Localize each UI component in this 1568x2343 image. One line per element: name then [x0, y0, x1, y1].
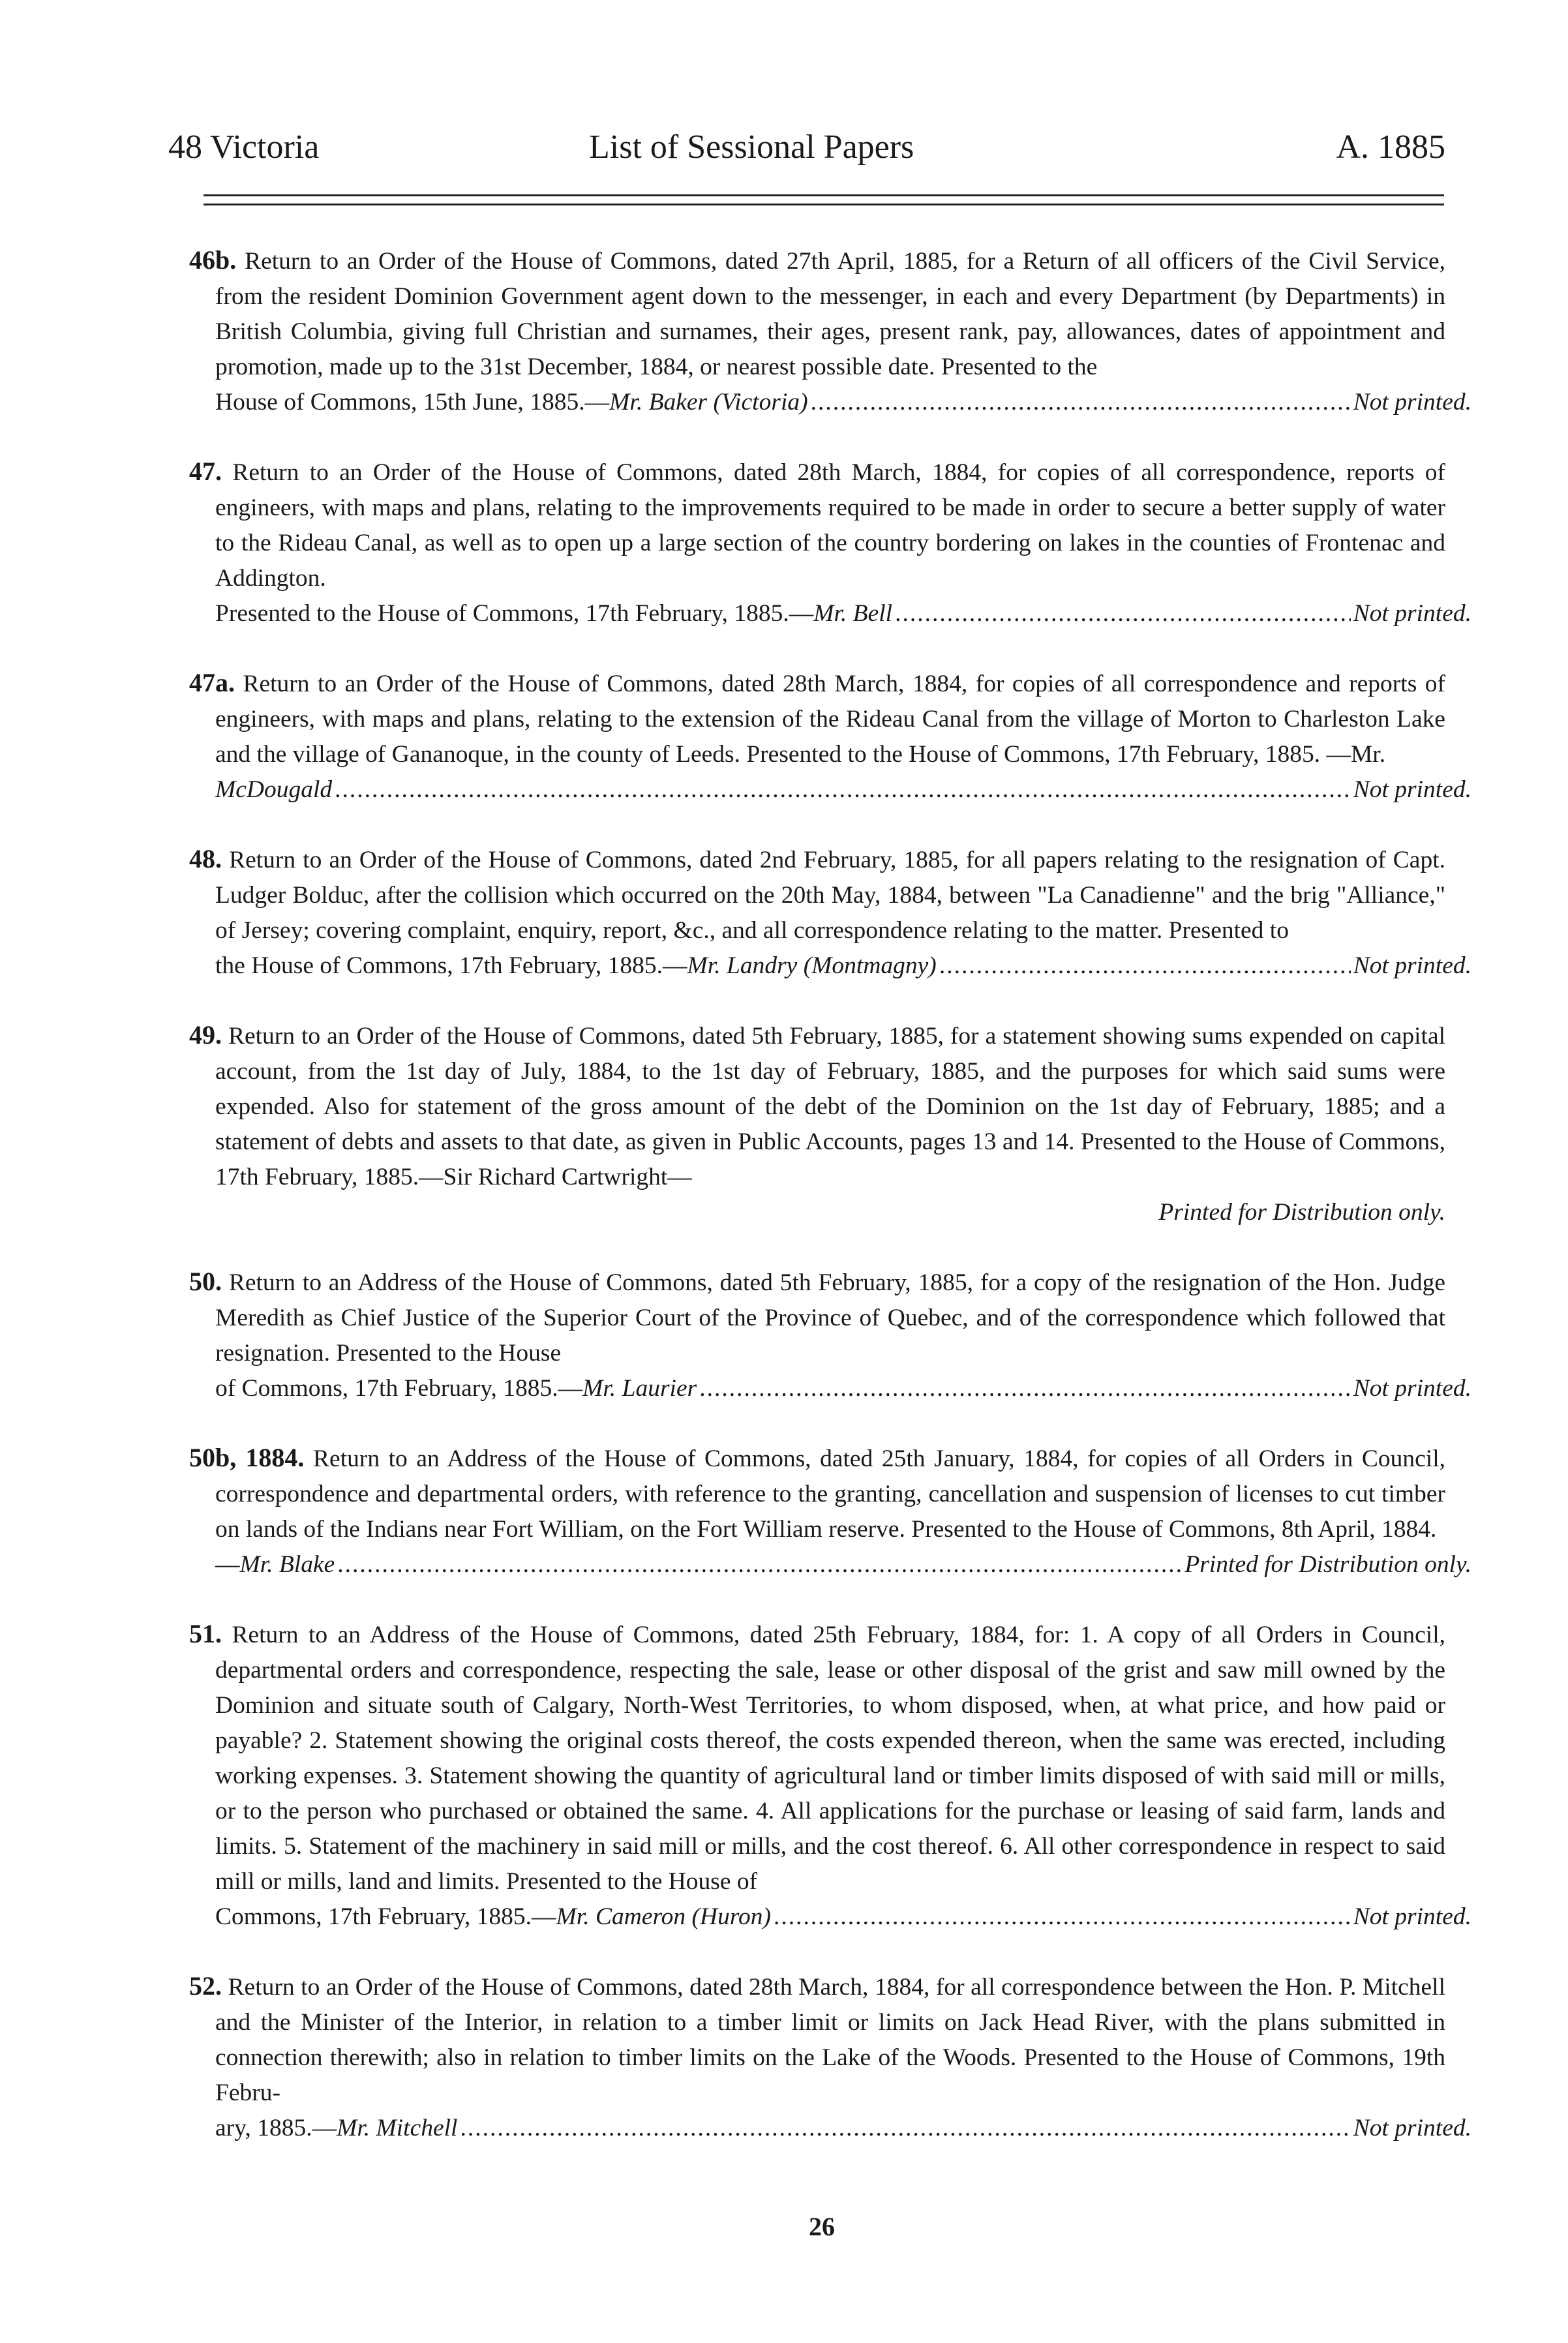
entry-tail-text: the House of Commons, 17th February, 1885.—: [215, 952, 687, 979]
dot-leader: [699, 1371, 1351, 1406]
entry-paragraph: [189, 454, 1445, 596]
paper-entry: [189, 1616, 1471, 1935]
entry-tail-line: [189, 1371, 1471, 1406]
dot-leader: [460, 2111, 1350, 2146]
entry-presenter: Mr. Cameron (Huron): [556, 1903, 772, 1930]
entry-body: Return to an Address of the House of Commons, dated 5th February, 1885, for a copy of the resignation of the Hon. Judge Meredith as Chief Justice of the Superior Court of the Province of Quebec, and of the correspondence which followed that resignation. Presented to the House: [215, 1269, 1445, 1367]
entry-presenter: Mr. Baker (Victoria): [609, 389, 808, 416]
entry-paragraph: [189, 243, 1445, 385]
entry-paragraph: [189, 1018, 1445, 1195]
dot-leader: [811, 385, 1351, 420]
entry-body: Return to an Order of the House of Commons, dated 28th March, 1884, for copies of all correspondence, reports of engineers, with maps and plans, relating to the improvements required to be made in order to secure a better supply of water to the Rideau Canal, as well as to open up a large section of the country bordering on lakes in the counties of Frontenac and Addington.: [215, 459, 1446, 592]
entry-paragraph: [189, 1440, 1445, 1547]
entry-tail-text: Presented to the House of Commons, 17th February, 1885.—: [215, 600, 814, 627]
entry-number: 46b.: [189, 245, 237, 275]
entry-status: Not printed.: [1353, 952, 1471, 979]
header-volume: 48 Victoria: [168, 128, 320, 166]
entry-paragraph: [189, 665, 1445, 772]
entry-presenter: McDougald: [215, 776, 333, 803]
entry-tail-text: House of Commons, 15th June, 1885.—: [215, 389, 610, 416]
header-rule-top: [204, 194, 1444, 196]
entry-body: Return to an Order of the House of Commons, dated 28th March, 1884, for copies of all correspondence and reports of engineers, with maps and plans, relating to the extension of the Rideau Canal from the village of Morton to Charleston Lake and the village of Gananoque, in the county of Leeds. Presented to the House of Commons, 17th February, 1885. —Mr.: [215, 671, 1445, 768]
entry-status: Not printed.: [1353, 1375, 1471, 1402]
entry-tail-line: [189, 1899, 1471, 1935]
entry-tail-line: [189, 596, 1471, 631]
dot-leader: [335, 772, 1351, 808]
paper-entry: [189, 1018, 1445, 1230]
entry-body: Return to an Order of the House of Commons, dated 5th February, 1885, for a statement showing sums expended on capital account, from the 1st day of July, 1884, to the 1st day of February, 1885, and the purposes for which said sums were expended. Also for statement of the gross amount of the debt of the Dominion on the 1st day of February, 1885; and a statement of debts and assets to that date, as given in Public Accounts, pages 13 and 14. Presented to the House of Commons, 17th February, 1885.—Sir Richard Cartwright—: [215, 1023, 1446, 1190]
entry-presenter: Mr. Blake: [239, 1551, 335, 1578]
entry-paragraph: [189, 1969, 1445, 2111]
page-header: [168, 121, 1445, 174]
entry-tail-text: ary, 1885.—: [215, 2115, 337, 2141]
entry-status: Not printed.: [1353, 600, 1471, 627]
dot-leader: [337, 1547, 1182, 1582]
entry-tail-line: [189, 772, 1471, 808]
entry-number: 47.: [189, 457, 222, 486]
header-title: List of Sessional Papers: [589, 128, 914, 166]
entry-presenter: Mr. Laurier: [582, 1375, 697, 1402]
dot-leader: [774, 1899, 1351, 1935]
entry-status: Not printed.: [1353, 776, 1471, 803]
entry-status: Printed for Distribution only.: [1158, 1199, 1445, 1226]
entry-number: 50b, 1884.: [189, 1443, 305, 1472]
paper-entry: [189, 1264, 1471, 1406]
entry-presenter: Mr. Mitchell: [337, 2115, 458, 2141]
entry-tail-text: of Commons, 17th February, 1885.—: [215, 1375, 583, 1402]
entry-status: Not printed.: [1353, 389, 1471, 416]
header-rule-bottom: [204, 204, 1444, 205]
paper-entry: [189, 665, 1471, 808]
entry-body: Return to an Address of the House of Commons, dated 25th February, 1884, for: 1. A copy of all Orders in Council, departmental orders and correspondence, respecting the sale, lease or other disposal of the grist and saw mill owned by the Dominion and situate south of Calgary, North-West Territories, to whom disposed, when, at what price, and how paid or payable? 2. Statement showing the original costs thereof, the costs expended thereon, when the same was erected, including working expenses. 3. Statement showing the quantity of agricultural land or timber limits disposed of with said mill or mills, or to the person who purchased or obtained the same. 4. All applications for the purchase or leasing of said farm, lands and limits. 5. Statement of the machinery in said mill or mills, and the cost thereof. 6. All other correspondence in respect to said mill or mills, land and limits. Presented to the House of: [215, 1622, 1446, 1895]
entry-tail-line: [189, 2111, 1471, 2146]
dot-leader: [895, 596, 1351, 631]
entry-presenter: Mr. Bell: [813, 600, 893, 627]
entry-number: 52.: [189, 1971, 222, 2001]
entry-body: Return to an Address of the House of Commons, dated 25th January, 1884, for copies of all Orders in Council, correspondence and departmental orders, with reference to the granting, cancellation and suspension of licenses to cut timber on lands of the Indians near Fort William, on the Fort William reserve. Presented to the House of Commons, 8th April, 1884.: [215, 1445, 1446, 1543]
paper-entry: [189, 841, 1471, 984]
entry-number: 51.: [189, 1619, 222, 1648]
entry-presenter: Mr. Landry (Montmagny): [687, 952, 937, 979]
entry-body: Return to an Order of the House of Commons, dated 27th April, 1885, for a Return of all officers of the Civil Service, from the resident Dominion Government agent down to the messenger, in each and every Department (by Departments) in British Columbia, giving full Christian and surnames, their ages, present rank, pay, allowances, dates of appointment and promotion, made up to the 31st December, 1884, or nearest possible date. Presented to the: [215, 248, 1445, 380]
entry-tail-text: —: [215, 1551, 240, 1578]
paper-entry: [189, 243, 1471, 420]
entry-tail-text: Commons, 17th February, 1885.—: [215, 1903, 556, 1930]
entry-paragraph: [189, 1264, 1445, 1371]
paper-entry: [189, 1969, 1471, 2146]
entry-status: Not printed.: [1353, 1903, 1471, 1930]
entry-tail-line: [189, 385, 1471, 420]
entry-status: Not printed.: [1353, 2115, 1471, 2141]
entry-status: Printed for Distribution only.: [1184, 1551, 1471, 1578]
page-number: 26: [809, 2212, 835, 2241]
paper-entry: [189, 454, 1471, 631]
entry-paragraph: [189, 1616, 1445, 1899]
entry-number: 47a.: [189, 668, 235, 697]
entry-number: 49.: [189, 1020, 222, 1050]
entry-tail-line: [189, 948, 1471, 984]
entry-body: Return to an Order of the House of Commons, dated 28th March, 1884, for all correspondence between the Hon. P. Mitchell and the Minister of the Interior, in relation to a timber limit or limits on Jack Head River, with the plans submitted in connection therewith; also in relation to timber limits on the Lake of the Woods. Presented to the House of Commons, 19th Febru-: [215, 1974, 1445, 2106]
entry-number: 48.: [189, 844, 222, 873]
entry-paragraph: [189, 841, 1445, 948]
entry-tail-line: [189, 1547, 1471, 1582]
entry-number: 50.: [189, 1267, 222, 1296]
header-year: A. 1885: [1336, 128, 1445, 166]
entry-body: Return to an Order of the House of Commons, dated 2nd February, 1885, for all papers relating to the resignation of Capt. Ludger Bolduc, after the collision which occurred on the 20th May, 1884, between "La Canadienne" and the brig "Alliance," of Jersey; covering complaint, enquiry, report, &c., and all correspondence relating to the matter. Presented to: [215, 847, 1446, 944]
paper-entry: [189, 1440, 1471, 1582]
sessional-papers-list: [0, 243, 1568, 2180]
dot-leader: [939, 948, 1351, 984]
